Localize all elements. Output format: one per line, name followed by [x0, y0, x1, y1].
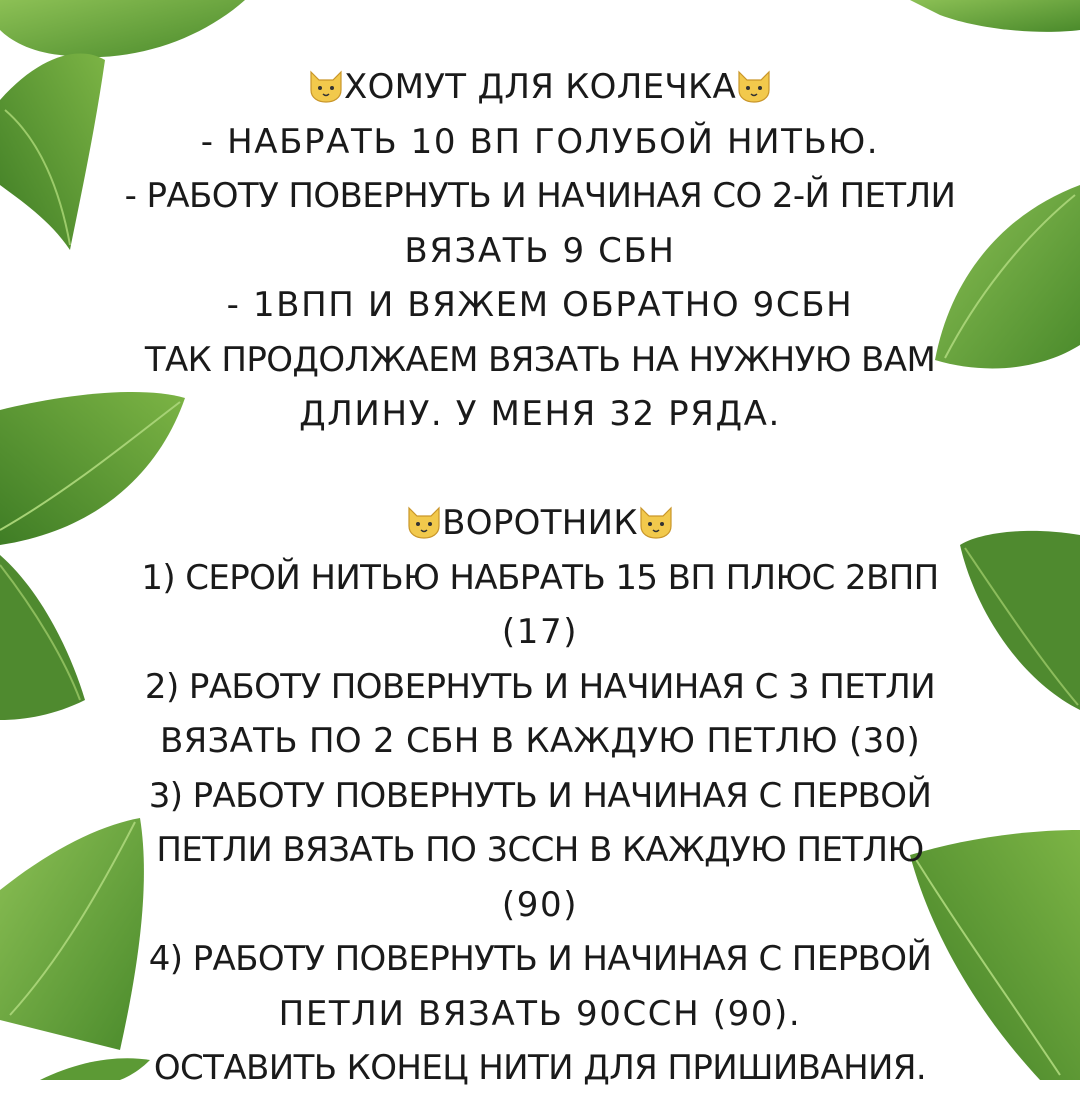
cat-face-icon — [308, 70, 344, 104]
instruction-line: 2) РАБОТУ ПОВЕРНУТЬ И НАЧИНАЯ С 3 ПЕТЛИ — [144, 666, 936, 707]
leaf-top-left — [0, 0, 245, 57]
instruction-line: - НАБРАТЬ 10 ВП ГОЛУБОЙ НИТЬЮ. — [200, 121, 880, 162]
instruction-line: 3) РАБОТУ ПОВЕРНУТЬ И НАЧИНАЯ С ПЕРВОЙ — [148, 775, 932, 816]
cat-face-icon — [406, 506, 442, 540]
instruction-line: ПЕТЛИ ВЯЗАТЬ 90ССН (90). — [278, 993, 802, 1034]
section-title-collar — [0, 496, 1080, 551]
instruction-line: ПЕТЛИ ВЯЗАТЬ ПО 3ССН В КАЖДУЮ ПЕТЛЮ — [156, 830, 924, 870]
instruction-line: ТАК ПРОДОЛЖАЕМ ВЯЗАТЬ НА НУЖНУЮ ВАМ — [144, 339, 936, 380]
instruction-line: - 1ВПП И ВЯЖЕМ ОБРАТНО 9СБН — [226, 285, 854, 325]
instruction-line: (90) — [501, 884, 579, 925]
instruction-line: 4) РАБОТУ ПОВЕРНУТЬ И НАЧИНАЯ С ПЕРВОЙ — [148, 939, 932, 979]
instruction-line: - РАБОТУ ПОВЕРНУТЬ И НАЧИНАЯ СО 2-Й ПЕТЛИ — [124, 176, 956, 216]
instruction-line: ВЯЗАТЬ 9 СБН — [404, 230, 676, 271]
section-spacer — [0, 442, 1080, 497]
instruction-line: 1) СЕРОЙ НИТЬЮ НАБРАТЬ 15 ВП ПЛЮС 2ВПП — [141, 557, 939, 598]
leaf-top-right — [910, 0, 1080, 32]
instruction-line: (17) — [501, 612, 579, 652]
cat-face-icon — [638, 506, 674, 540]
instruction-line: ОСТАВИТЬ КОНЕЦ НИТИ ДЛЯ ПРИШИВАНИЯ. — [153, 1048, 927, 1088]
section-title-text: ХОМУТ ДЛЯ КОЛЕЧКА — [344, 67, 736, 107]
instruction-line: ВЯЗАТЬ ПО 2 СБН В КАЖДУЮ ПЕТЛЮ (30) — [159, 721, 921, 761]
section-title-text: ВОРОТНИК — [442, 503, 638, 543]
instruction-line: ДЛИНУ. У МЕНЯ 32 РЯДА. — [299, 394, 781, 434]
pattern-instructions — [0, 60, 1080, 1096]
cat-face-icon — [736, 70, 772, 104]
section-title-collar-ring — [0, 60, 1080, 115]
